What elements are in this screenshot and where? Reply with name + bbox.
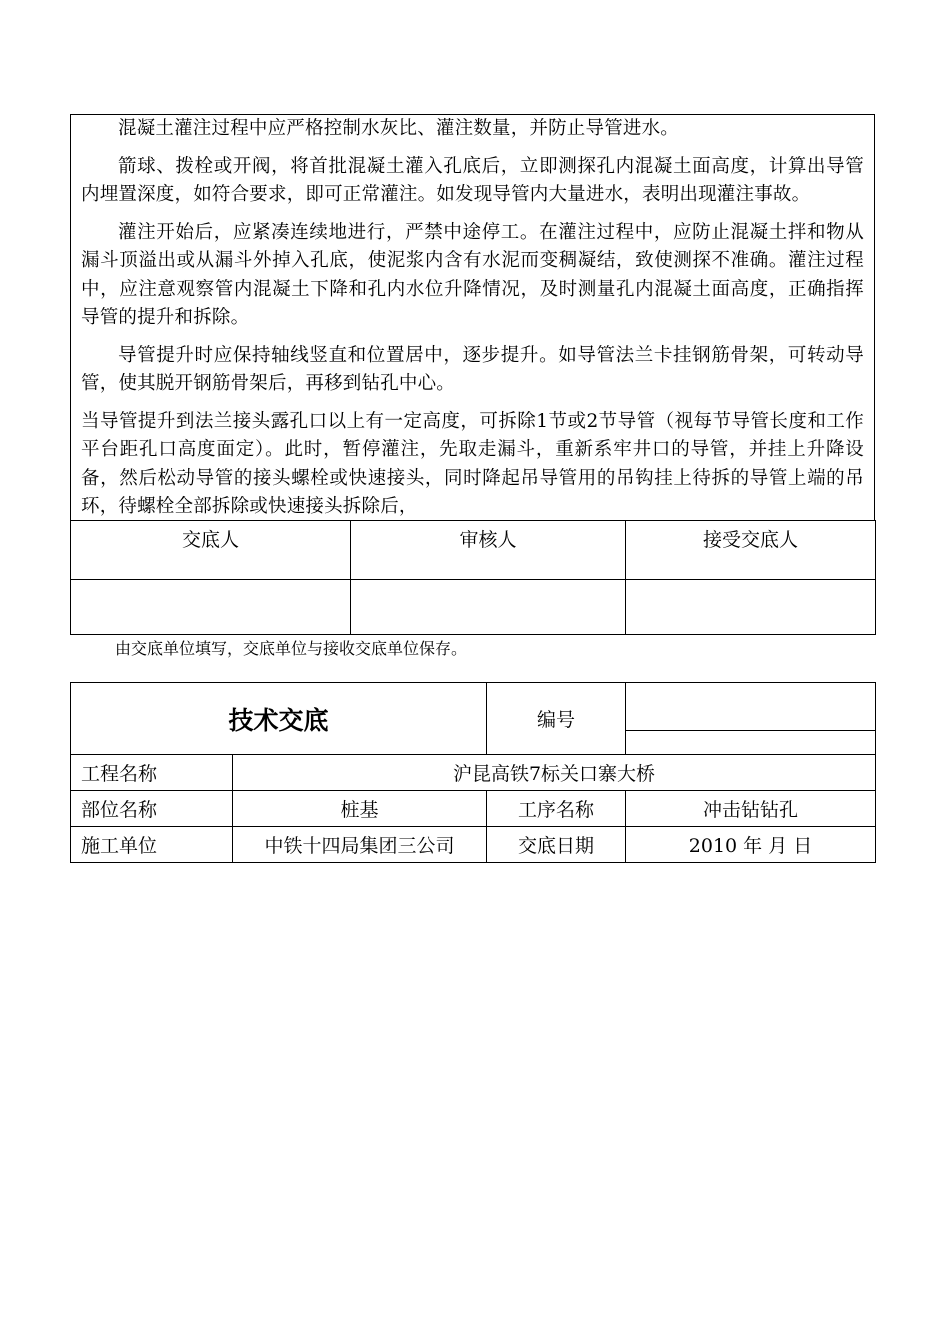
content-paragraph: 混凝土灌注过程中应严格控制水灰比、灌注数量，并防止导管进水。 — [118, 118, 680, 139]
project-label: 工程名称 — [71, 755, 233, 791]
receiver-signature-field[interactable] — [626, 580, 876, 635]
number-field[interactable] — [626, 683, 876, 731]
number-label: 编号 — [487, 683, 626, 755]
content-paragraph: 箭球、拨栓或开阀，将首批混凝土灌入孔底后，立即测探孔内混凝土面高度，计算出导管内埋置深度，如符合要求，即可正常灌注。如发现导管内大量进水，表明出现灌注事故。 — [81, 155, 864, 205]
content-paragraph: 导管提升时应保持轴线竖直和位置居中，逐步提升。如导管法兰卡挂钢筋骨架，可转动导管，使其脱开钢筋骨架后，再移到钻孔中心。 — [81, 344, 864, 394]
content-paragraph: 灌注开始后，应紧凑连续地进行，严禁中途停工。在灌注过程中，应防止混凝土拌和物从漏斗顶溢出或从漏斗外掉入孔底，使泥浆内含有水泥而变稠凝结，致使测探不准确。灌注过程中，应注意观察管内混凝土下降和孔内水位升降情况，及时测量孔内混凝土面高度，正确指挥导管的提升和拆除。 — [81, 221, 864, 328]
disclosure-header-table — [70, 682, 876, 863]
discloser-label: 交底人 — [71, 521, 351, 580]
unit-value: 中铁十四局集团三公司 — [233, 827, 487, 863]
disclosure-content-box — [70, 114, 875, 521]
footer-note: 由交底单位填写，交底单位与接收交底单位保存。 — [115, 639, 468, 658]
discloser-signature-field[interactable] — [71, 580, 351, 635]
date-value: 2010 年 月 日 — [626, 827, 876, 863]
content-paragraph: 当导管提升到法兰接头露孔口以上有一定高度，可拆除1节或2节导管（视每节导管长度和工作平台距孔口高度面定）。此时，暂停灌注，先取走漏斗，重新系牢井口的导管，并挂上升降设备，然后松动导管的接头螺栓或快速接头，同时降起吊导管用的吊钩挂上待拆的导管上端的吊环，待螺栓全部拆除或快速接头拆除后， — [81, 410, 864, 517]
unit-label: 施工单位 — [71, 827, 233, 863]
part-label: 部位名称 — [71, 791, 233, 827]
number-field-secondary[interactable] — [626, 731, 876, 755]
project-value: 沪昆高铁7标关口寨大桥 — [233, 755, 876, 791]
signature-table — [70, 520, 876, 635]
part-value: 桩基 — [233, 791, 487, 827]
page-title: 技术交底 — [71, 683, 487, 755]
process-value: 冲击钻钻孔 — [626, 791, 876, 827]
date-label: 交底日期 — [487, 827, 626, 863]
reviewer-label: 审核人 — [351, 521, 626, 580]
receiver-label: 接受交底人 — [626, 521, 876, 580]
reviewer-signature-field[interactable] — [351, 580, 626, 635]
process-label: 工序名称 — [487, 791, 626, 827]
